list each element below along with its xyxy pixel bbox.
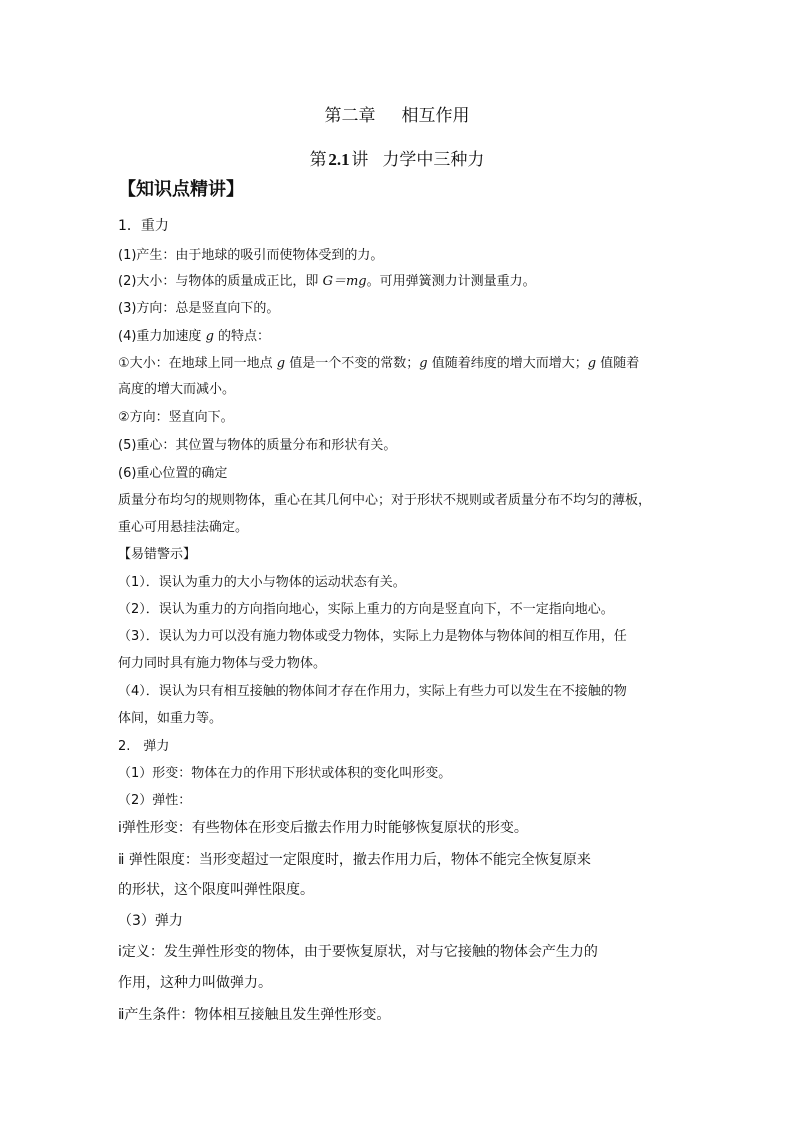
accel-text-a: (4)重力加速度 (118, 329, 206, 344)
g-size-text-d: 值随着 (596, 356, 640, 371)
gravity-direction: (3)方向：总是竖直向下的。 (118, 301, 280, 316)
gravity-acceleration (118, 330, 270, 343)
warning-item-3-line2: 何力同时具有施力物体与受力物体。 (118, 656, 327, 671)
lecture-title (0, 151, 794, 169)
elastic-definition-line2: 作用，这种力叫做弹力。 (118, 975, 272, 991)
elastic-deformation-def: ⅰ弹性形变：有些物体在形变后撤去作用力时能够恢复原状的形变。 (118, 820, 528, 836)
g-size-text-c: 值随着纬度的增大而增大； (427, 356, 588, 371)
elastic-limit-line2: 的形状，这个限度叫弹性限度。 (118, 882, 314, 898)
gravity-produce: (1)产生：由于地球的吸引而使物体受到的力。 (118, 248, 384, 263)
warnings-title: 【易错警示】 (118, 547, 197, 562)
elastic-heading: 2. 弹力 (118, 739, 170, 754)
elastic-force-heading: （3）弹力 (118, 913, 183, 929)
chapter-number: 第二章 (324, 106, 376, 126)
warning-item-3-line1: （3）．误认为力可以没有施力物体或受力物体，实际上力是物体与物体间的相互作用，任 (118, 629, 627, 644)
lecture-number: 2.1 (328, 150, 350, 169)
warning-item-2: （2）．误认为重力的方向指向地心，实际上重力的方向是竖直向下，不一定指向地心。 (118, 602, 614, 617)
g-symbol-3: g (587, 356, 597, 371)
lecture-name: 力学中三种力 (382, 150, 485, 170)
section-title: 【知识点精讲】 (118, 179, 244, 200)
g-size-text-b: 值是一个不变的常数； (285, 356, 420, 371)
accel-symbol: g (205, 329, 214, 344)
g-size-line2: 高度的增大而减小。 (118, 382, 236, 397)
center-position: (6)重心位置的确定 (118, 466, 228, 481)
g-symbol-1: g (276, 356, 286, 371)
warning-item-1: （1）．误认为重力的大小与物体的运动状态有关。 (118, 575, 406, 590)
g-direction: ②方向：竖直向下。 (118, 410, 234, 425)
accel-text-b: 的特点： (213, 329, 271, 344)
elastic-definition-line1: ⅰ定义：发生弹性形变的物体，由于要恢复原状，对与它接触的物体会产生力的 (118, 944, 598, 960)
g-size-text-a: ①大小：在地球上同一地点 (118, 356, 277, 371)
lecture-suffix: 讲 (351, 150, 369, 170)
chapter-name: 相互作用 (401, 106, 470, 126)
center-desc-line2: 重心可用悬挂法确定。 (118, 520, 249, 535)
gravity-size-text-b: 。可用弹簧测力计测量重力。 (366, 274, 536, 289)
gravity-formula: G＝mg (322, 274, 367, 289)
elastic-elasticity: （2）弹性： (118, 793, 192, 808)
g-size-line1 (118, 357, 639, 370)
lecture-prefix: 第 (309, 150, 327, 170)
g-symbol-2: g (419, 356, 428, 371)
chapter-title (0, 108, 794, 125)
gravity-size (118, 275, 536, 288)
warning-item-4-line2: 体间，如重力等。 (118, 711, 223, 726)
gravity-heading: 1．重力 (118, 218, 169, 234)
center-desc-line1: 质量分布均匀的规则物体，重心在其几何中心；对于形状不规则或者质量分布不均匀的薄板， (118, 493, 652, 508)
gravity-size-text-a: (2)大小：与物体的质量成正比，即 (118, 274, 323, 289)
elastic-condition: ⅱ产生条件：物体相互接触且发生弹性形变。 (118, 1007, 391, 1023)
elastic-limit-line1: ⅱ 弹性限度：当形变超过一定限度时，撤去作用力后，物体不能完全恢复原来 (118, 852, 591, 868)
elastic-deform: （1）形变：物体在力的作用下形状或体积的变化叫形变。 (118, 766, 452, 781)
gravity-center: (5)重心：其位置与物体的质量分布和形状有关。 (118, 438, 397, 453)
warning-item-4-line1: （4）．误认为只有相互接触的物体间才存在作用力，实际上有些力可以发生在不接触的物 (118, 684, 627, 699)
